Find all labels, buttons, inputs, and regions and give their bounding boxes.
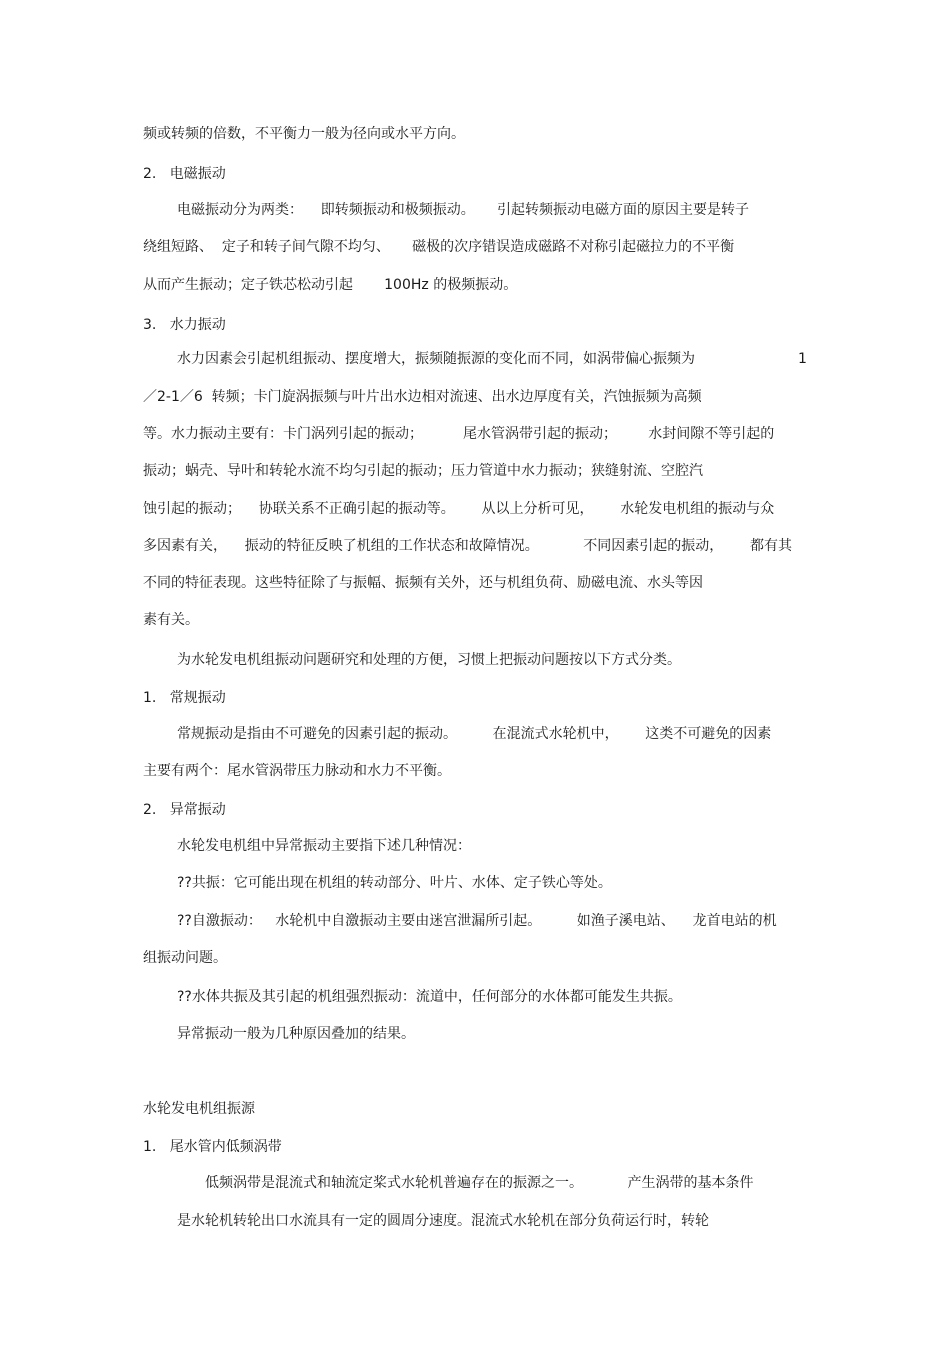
text-line: 振动；蜗壳、导叶和转轮水流不均匀引起的振动；压力管道中水力振动；狭缝射流、空腔汽 (143, 463, 703, 479)
text-line: ??水体共振及其引起的机组强烈振动：流道中，任何部分的水体都可能发生共振。 (177, 989, 682, 1005)
text-line: 电磁振动分为两类： 即转频振动和极频振动。 引起转频振动电磁方面的原因主要是转子 (177, 202, 750, 218)
text-line: 绕组短路、 定子和转子间气隙不均匀、 磁极的次序错误造成磁路不对称引起磁拉力的不平衡 (143, 239, 735, 255)
text-line: 水轮发电机组中异常振动主要指下述几种情况： (177, 838, 471, 854)
text-line: 低频涡带是混流式和轴流定桨式水轮机普遍存在的振源之一。 产生涡带的基本条件 (205, 1175, 754, 1191)
text-line: 素有关。 (143, 612, 199, 628)
text-line: 不同的特征表现。这些特征除了与振幅、振频有关外，还与机组负荷、励磁电流、水头等因 (143, 575, 703, 591)
text-line: 从而产生振动；定子铁芯松动引起 100Hz 的极频振动。 (143, 277, 518, 293)
section-title: 水轮发电机组振源 (143, 1101, 255, 1117)
text-line: 组振动问题。 (143, 950, 227, 966)
text-line: 异常振动一般为几种原因叠加的结果。 (177, 1026, 415, 1042)
text-line: 等。水力振动主要有：卡门涡列引起的振动； 尾水管涡带引起的振动； 水封间隙不等引起的 (143, 426, 775, 442)
text-line: ／2-1／6 转频；卡门旋涡振频与叶片出水边相对流速、出水边厚度有关，汽蚀振频为高频 (143, 389, 702, 405)
text-line: 水力因素会引起机组振动、摆度增大，振频随振源的变化而不同，如涡带偏心振频为 (177, 351, 695, 367)
section-heading: 1. 常规振动 (143, 690, 226, 706)
text-line: 1 (798, 351, 807, 367)
text-line: 是水轮机转轮出口水流具有一定的圆周分速度。混流式水轮机在部分负荷运行时，转轮 (177, 1213, 709, 1229)
text-line: 频或转频的倍数，不平衡力一般为径向或水平方向。 (143, 126, 465, 142)
section-heading: 2. 异常振动 (143, 802, 226, 818)
text-line: 常规振动是指由不可避免的因素引起的振动。 在混流式水轮机中， 这类不可避免的因素 (177, 726, 772, 742)
text-line: ??自激振动： 水轮机中自激振动主要由迷宫泄漏所引起。 如渔子溪电站、 龙首电站的机 (177, 913, 777, 929)
text-line: 主要有两个：尾水管涡带压力脉动和水力不平衡。 (143, 763, 451, 779)
section-heading: 2. 电磁振动 (143, 166, 226, 182)
text-line: 为水轮发电机组振动问题研究和处理的方便，习惯上把振动问题按以下方式分类。 (177, 652, 681, 668)
section-heading: 3. 水力振动 (143, 317, 226, 333)
text-line: 多因素有关， 振动的特征反映了机组的工作状态和故障情况。 不同因素引起的振动， 都有其 (143, 538, 793, 554)
text-line: 蚀引起的振动； 协联关系不正确引起的振动等。 从以上分析可见， 水轮发电机组的振动与众 (143, 501, 775, 517)
section-heading: 1. 尾水管内低频涡带 (143, 1139, 282, 1155)
text-line: ??共振：它可能出现在机组的转动部分、叶片、水体、定子铁心等处。 (177, 875, 612, 891)
